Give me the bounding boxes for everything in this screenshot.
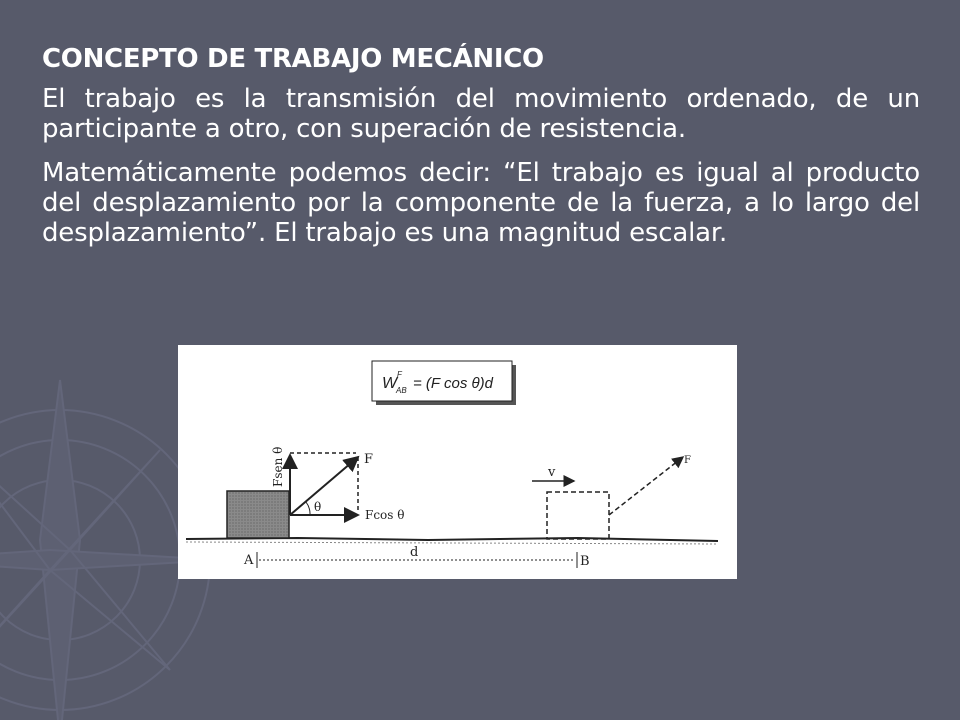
point-a-label: A bbox=[244, 553, 254, 568]
point-b-label: B bbox=[580, 554, 590, 569]
formula-subscript: AB bbox=[396, 386, 407, 395]
work-diagram-svg bbox=[178, 345, 737, 579]
slide-title: CONCEPTO DE TRABAJO MECÁNICO bbox=[42, 44, 544, 74]
velocity-label: v bbox=[548, 465, 556, 480]
formula-w: W bbox=[382, 375, 398, 392]
distance-label: d bbox=[410, 545, 419, 560]
block bbox=[227, 491, 289, 538]
fcos-label: Fcos θ bbox=[365, 508, 405, 522]
moved-block bbox=[547, 492, 609, 539]
moved-force-label: F bbox=[684, 455, 691, 466]
moved-force-vector bbox=[609, 457, 683, 515]
theta-label: θ bbox=[314, 500, 322, 514]
formula-rhs: = (F cos θ)d bbox=[413, 375, 493, 392]
definition-paragraph: El trabajo es la transmisión del movimiento ordenado, de un participante a otro, con superación de resistencia. bbox=[42, 84, 920, 144]
fsen-label: Fsen θ bbox=[271, 446, 285, 487]
slide-content bbox=[42, 44, 920, 262]
formula-superscript: F bbox=[397, 370, 402, 379]
force-vectors bbox=[290, 453, 358, 515]
force-label: F bbox=[364, 452, 374, 467]
formula-box bbox=[372, 361, 516, 405]
math-definition-paragraph: Matemáticamente podemos decir: “El trabajo es igual al producto del desplazamiento por la componente de la fuerza, a lo largo del desplazamiento”. El trabajo es una magnitud escalar. bbox=[42, 158, 920, 248]
work-diagram bbox=[178, 345, 737, 579]
ground bbox=[186, 538, 718, 544]
